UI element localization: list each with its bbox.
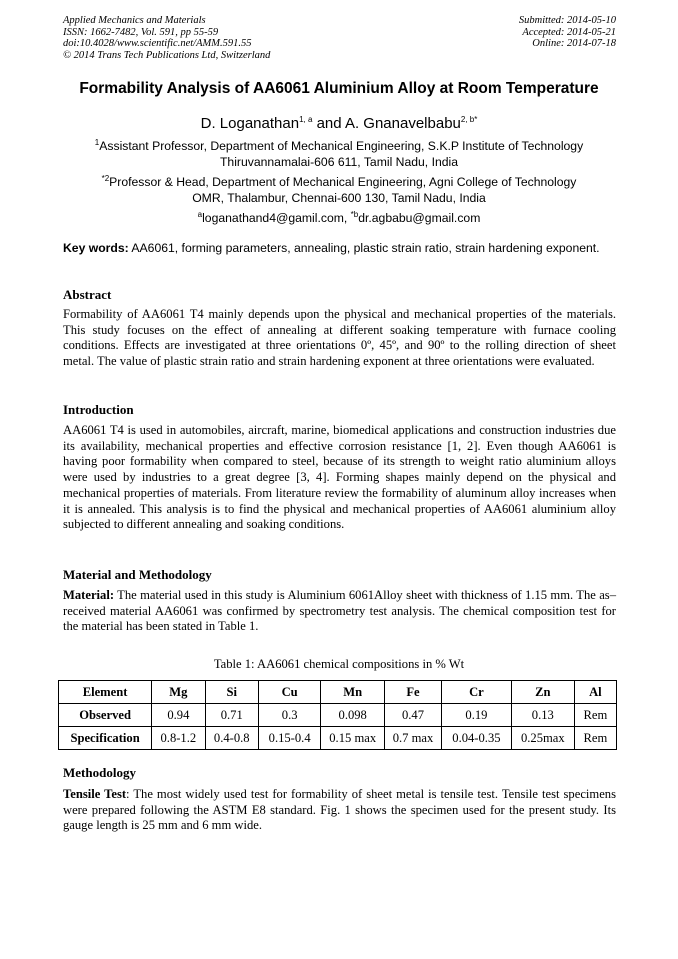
affiliation-1-line1: Assistant Professor, Department of Mechanical Engineering, S.K.P Institute of Technology bbox=[99, 139, 584, 153]
online-date: Online: 2014-07-18 bbox=[532, 38, 616, 49]
author-2-sup: 2, b* bbox=[460, 115, 478, 124]
affiliation-2-sup: *2 bbox=[101, 173, 110, 183]
affiliation-1-sup: 1 bbox=[94, 137, 100, 147]
affiliation-2 bbox=[0, 175, 678, 206]
author-2: A. Gnanavelbabu bbox=[344, 115, 461, 132]
email-line bbox=[0, 211, 678, 225]
submitted-date: Submitted: 2014-05-10 bbox=[518, 15, 616, 26]
table-cell: 0.15 max bbox=[321, 727, 385, 750]
journal-info bbox=[63, 15, 363, 61]
author-line bbox=[0, 115, 678, 132]
table-header-row bbox=[59, 681, 617, 704]
doi-link[interactable]: doi:10.4028/www.scientific.net/AMM.591.55 bbox=[63, 38, 252, 49]
table-cell: 0.098 bbox=[321, 704, 385, 727]
table-cell: 0.15-0.4 bbox=[258, 727, 320, 750]
affiliation-2-line2: OMR, Thalambur, Chennai-600 130, Tamil Nadu, India bbox=[192, 190, 486, 205]
material-methodology-heading: Material and Methodology bbox=[63, 567, 212, 582]
keywords-text: AA6061, forming parameters, annealing, plastic strain ratio, strain hardening exponent. bbox=[128, 241, 600, 255]
table-header-cell: Element bbox=[59, 681, 152, 704]
material-paragraph bbox=[63, 588, 616, 635]
table-header-cell: Fe bbox=[385, 681, 442, 704]
accepted-date: Accepted: 2014-05-21 bbox=[522, 26, 616, 38]
table-row bbox=[59, 704, 617, 727]
table-cell: 0.8-1.2 bbox=[152, 727, 205, 750]
affiliation-2-line1: Professor & Head, Department of Mechanical Engineering, Agni College of Technology bbox=[109, 175, 577, 189]
author-joiner: and bbox=[312, 115, 345, 132]
abstract-heading: Abstract bbox=[63, 287, 112, 302]
email-a-sup: a bbox=[197, 209, 203, 219]
tensile-test-label: Tensile Test bbox=[63, 787, 127, 801]
affiliation-1 bbox=[0, 139, 678, 170]
table-cell: 0.7 max bbox=[385, 727, 442, 750]
material-label: Material: bbox=[63, 588, 115, 602]
table-cell: 0.71 bbox=[205, 704, 258, 727]
table-header-cell: Mn bbox=[321, 681, 385, 704]
table-1-caption: Table 1: AA6061 chemical compositions in % Wt bbox=[213, 657, 465, 671]
tensile-test-paragraph bbox=[63, 787, 616, 834]
table-header-cell: Cu bbox=[258, 681, 320, 704]
table-cell: Rem bbox=[574, 727, 616, 750]
table-header-cell: Si bbox=[205, 681, 258, 704]
keywords-label: Key words: bbox=[63, 241, 129, 255]
email-b-sup: *b bbox=[350, 209, 359, 219]
submission-dates bbox=[396, 15, 616, 50]
introduction-text: AA6061 T4 is used in automobiles, aircraft, marine, biomedical applications and construction industries due its availability, mechanical properties and effective corrosion resistance [1, 2]. Even though AA6061 is having poor formability when compared to steel, because of its strength to weight ratio aluminium alloys were used by industries to a great degree [3, 4]. Forming shapes mainly depend on the physical and mechanical properties of materials. From literature review the formability of aluminum alloy increases when it is annealed. This analysis is to find the physical and mechanical properties of AA6061 aluminium alloy subjected to different annealing and soaking conditions. bbox=[63, 423, 616, 532]
table-header-cell: Cr bbox=[441, 681, 511, 704]
table-header-cell: Al bbox=[574, 681, 616, 704]
copyright-line: © 2014 Trans Tech Publications Ltd, Switzerland bbox=[63, 49, 271, 61]
email-b[interactable]: dr.agbabu@gmail.com bbox=[358, 211, 481, 225]
table-cell: Rem bbox=[574, 704, 616, 727]
table-header-cell: Zn bbox=[511, 681, 574, 704]
journal-name: Applied Mechanics and Materials bbox=[63, 15, 206, 26]
table-row-header: Observed bbox=[59, 704, 152, 727]
chemical-composition-table bbox=[58, 680, 617, 750]
table-cell: 0.47 bbox=[385, 704, 442, 727]
table-cell: 0.25max bbox=[511, 727, 574, 750]
table-cell: 0.19 bbox=[441, 704, 511, 727]
tensile-test-text: : The most widely used test for formability of sheet metal is tensile test. Tensile test specimens were prepared following the ASTM E8 standard. Fig. 1 shows the specimen used for the present study. Its gauge length is 25 mm and 6 mm wide. bbox=[63, 787, 616, 833]
table-cell: 0.13 bbox=[511, 704, 574, 727]
table-cell: 0.94 bbox=[152, 704, 205, 727]
affiliation-1-line2: Thiruvannamalai-606 611, Tamil Nadu, India bbox=[219, 154, 459, 169]
keywords bbox=[63, 240, 616, 256]
issn-line: ISSN: 1662-7482, Vol. 591, pp 55-59 bbox=[63, 26, 219, 38]
table-cell: 0.4-0.8 bbox=[205, 727, 258, 750]
email-a[interactable]: loganathand4@gamil.com, bbox=[202, 211, 351, 225]
author-1-sup: 1, a bbox=[299, 115, 313, 124]
table-cell: 0.04-0.35 bbox=[441, 727, 511, 750]
author-1: D. Loganathan bbox=[200, 115, 300, 132]
table-cell: 0.3 bbox=[258, 704, 320, 727]
abstract-text: Formability of AA6061 T4 mainly depends upon the physical and mechanical properties of the materials. This study focuses on the effect of annealing at different soaking temperature with furnace cooling conditions. Effects are investigated at three orientations 0º, 45º, and 90º to the rolling direction of sheet metal. The value of plastic strain ratio and strain hardening exponent at three orientations were evaluated. bbox=[63, 307, 616, 369]
table-row-header: Specification bbox=[59, 727, 152, 750]
material-text: The material used in this study is Aluminium 6061Alloy sheet with thickness of 1.15 mm. The as–received material AA6061 was confirmed by spectrometry test analysis. The chemical composition test for the material has been stated in Table 1. bbox=[63, 588, 616, 634]
table-row bbox=[59, 727, 617, 750]
table-header-cell: Mg bbox=[152, 681, 205, 704]
introduction-heading: Introduction bbox=[63, 402, 134, 417]
methodology-heading: Methodology bbox=[63, 765, 136, 780]
paper-title: Formability Analysis of AA6061 Aluminium Alloy at Room Temperature bbox=[79, 80, 599, 97]
